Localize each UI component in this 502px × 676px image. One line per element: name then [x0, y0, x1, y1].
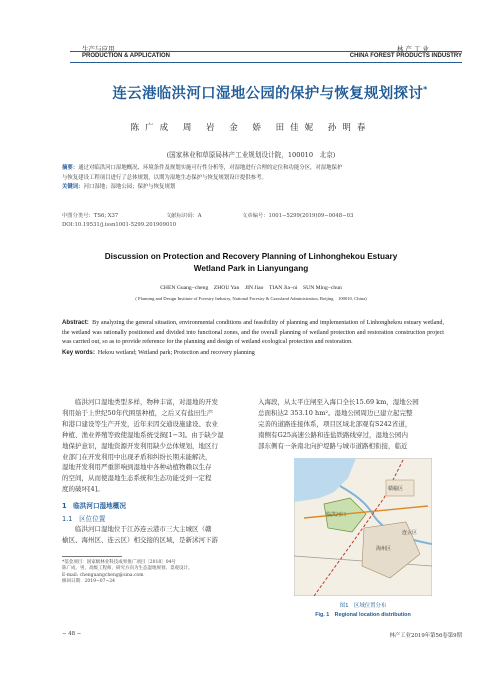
header-section-cn: 生产与应用	[82, 45, 115, 53]
intro-paragraph	[62, 397, 254, 495]
title-en-line-2: Wetland Park in Lianyungang	[193, 264, 309, 273]
location-paragraph	[62, 524, 254, 546]
affiliation-cn: (国家林业和草原局林产工业规划设计院，100010 北京)	[166, 151, 336, 159]
authors-en: CHEN Guang−cheng ZHOU Yan JIN Jiao TIAN Jia−ni SUN Ming−chun	[160, 285, 342, 291]
title-footnote-mark: *	[423, 85, 428, 95]
keywords-en: Hekou wetland; Wetland park; Protection and recovery planning	[97, 350, 255, 357]
page-number: − 48 −	[62, 631, 82, 637]
paper-title-en	[40, 251, 462, 275]
header-rule-bottom	[70, 62, 462, 63]
location-line: 总面积达2 353.10 hm²。湿地公园周边已建立起完整	[258, 408, 413, 417]
location-line: 部东侧有一条南北向护堤路与城市道路相衔接，临近	[258, 441, 408, 450]
keywords-cn-label: 关键词：	[62, 184, 84, 191]
doi: DOI:10.19531/j.issn1001-5299.201909010	[62, 222, 177, 228]
section-heading-1: 1 临洪河口湿地概况	[62, 502, 126, 510]
abstract-cn	[62, 164, 448, 193]
intro-line: 湿地开发利用严重影响到湿地中各种动植物赖以生存	[62, 463, 212, 472]
footnote-line: 陈广成，男，高级工程师，研究方向为生态湿地规划、景观设计。	[62, 566, 193, 572]
intro-line: 和港口建设等生产开发，近年来因交通设施建设、农业	[62, 419, 218, 428]
location-paragraph-continued	[258, 397, 450, 452]
abstract-cn-label: 摘要：	[62, 165, 79, 171]
map-label-lianyun: 连云区	[402, 530, 418, 536]
header-journal-en: CHINA FOREST PRODUCTS INDUSTRY	[349, 53, 462, 59]
map-label-haizhou: 海州区	[376, 546, 392, 552]
keywords-cn: 河口湿地；湿地公园；保护与恢复规划	[83, 184, 176, 191]
intro-line: 利用始于上世纪50年代围垦种植，之后又有盐田生产	[62, 408, 214, 417]
location-line: 榆区、海州区、连云区）相交接的区域，是新沭河下游	[62, 535, 218, 544]
document-code: 文献标识码：A	[166, 213, 202, 219]
intro-line: 的空间，从而使湿地生态系统和生态功能受到一定程	[62, 474, 212, 483]
footnote	[62, 560, 262, 586]
regional-location-map	[294, 458, 432, 596]
location-line: 入海段，从太平庄闸至入海口全长15.69 km，湿地公园	[258, 398, 419, 406]
map-label-ganyu: 赣榆区	[388, 486, 404, 492]
authors-cn: 陈广成 周 岩 金 娇 田佳妮 孙明春	[130, 123, 372, 133]
abstract-en-label: Abstract:	[62, 319, 89, 326]
article-number: 文章编号：1001−5299(2019)09−0048−03	[242, 213, 354, 219]
abstract-cn-line-1: 通过对临洪河口湿地概况、环境条件及规划实施可行性分析等，对湿地进行合理的定位和功能分区，对湿地保护	[78, 165, 343, 171]
header-rule	[70, 51, 462, 52]
keywords-en-label: Key words:	[62, 349, 95, 357]
intro-line: 临洪河口湿地类型多样，物种丰富，对湿地的开发	[75, 398, 218, 406]
footnote-line: 修回日期：2019−07−24	[62, 579, 115, 585]
abstract-en-text: By analyzing the general situation, environmental conditions and feasibility of planning and implementation of Linhonghekou estuary wetland, the wetland was rationally positioned and divided into functional zones, and the overall planning of wetland protection and restoration construction project was carried out, so as to provide reference for the planning and design of wetland ecological protection and restoration.	[62, 320, 444, 346]
location-line: 南侧有G25高速公路和连盐铁路线穿过，湿地公园内	[258, 430, 408, 439]
title-en-line-1: Discussion on Protection and Recovery Planning of Linhonghekou Estuary	[104, 252, 398, 261]
header-journal-cn: 林 产 工 业	[396, 45, 429, 53]
figure-caption-en: Fig. 1 Regional location distribution	[315, 612, 411, 618]
intro-line: 地保护意识，湿地资源开发利用缺少总体规划，地区行	[62, 441, 218, 450]
header-section-en: PRODUCTION & APPLICATION	[82, 53, 170, 59]
section-heading-1-1: 1.1 区位位置	[62, 515, 106, 523]
intro-line: 种植、渔业养殖等致使湿地系统受损[1−3]。由于缺少湿	[62, 430, 224, 439]
footnote-line: *基金项目：国家级林业科技成果推广项目〔2018〕04号	[62, 560, 176, 565]
intro-line: 业部门在开发利用中出现矛盾和纠纷长期未能解决，	[62, 452, 212, 461]
location-line: 临洪河口湿地位于江苏连云港市三大主城区（赣	[75, 525, 212, 533]
abstract-en	[62, 318, 444, 359]
abstract-cn-line-2: 与恢复建设工程项目进行了总体规划，以期为湿地生态保护与恢复规划设计提供参考。	[62, 174, 267, 181]
paper-title-cn: 连云港临洪河口湿地公园的保护与恢复规划探讨*	[112, 85, 428, 102]
intro-line: 度的破坏[4]。	[62, 485, 104, 494]
figure-caption-cn: 图1 区域位置分布	[339, 603, 387, 609]
footnote-line: E-mail: chenguangcheng@sina.com	[62, 572, 144, 578]
location-line: 完善的道路连接体系，项目区域北部观有S242省道，	[258, 419, 412, 428]
clc-number: 中图分类号：TS6; X37	[62, 213, 119, 219]
affiliation-en: ( Planning and Design Institute of Forestry Industry, National Forestry & Grassland Administration, Beijing 100010, China)	[135, 296, 367, 301]
footnote-rule	[62, 556, 122, 557]
journal-issue: 林产工业2019年第56卷第9期	[389, 633, 462, 639]
map-label-estuary: 临洪河口	[326, 512, 347, 518]
